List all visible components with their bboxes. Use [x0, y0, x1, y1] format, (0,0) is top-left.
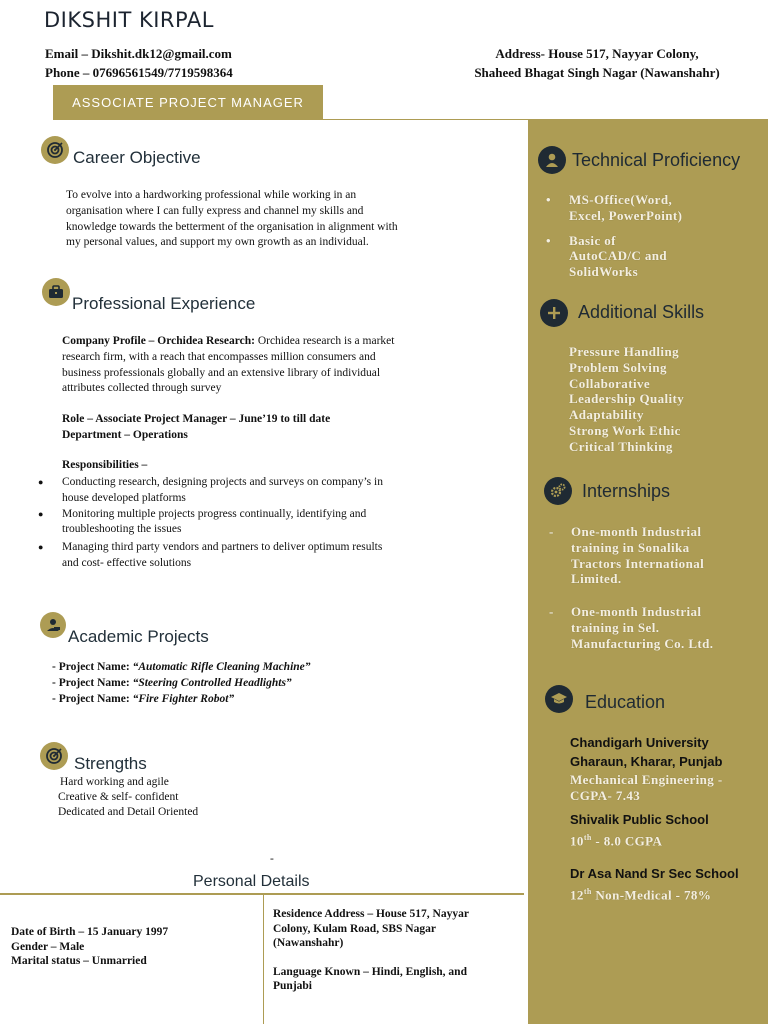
university-block [570, 733, 760, 771]
list-item: Problem Solving [569, 359, 667, 375]
target-icon [41, 136, 69, 164]
internship-line: One-month Industrial [571, 524, 702, 539]
grade-value: - 8.0 CGPA [591, 833, 663, 849]
school-2-name: Dr Asa Nand Sr Sec School [570, 866, 739, 881]
career-objective-title: Career Objective [73, 148, 201, 167]
grade-number: 12 [570, 887, 584, 903]
address-line-1: Address- House 517, Nayyar Colony, [495, 46, 699, 61]
list-item: Hard working and agile [60, 776, 169, 788]
residence-line: (Nawanshahr) [273, 937, 344, 950]
career-objective-text [66, 188, 486, 251]
school-2-grade [570, 884, 766, 903]
list-item [546, 232, 759, 280]
project-name: “Steering Controlled Headlights” [132, 676, 292, 689]
residence-line: Residence Address – House 517, Nayyar [273, 908, 469, 920]
strengths-title: Strengths [74, 754, 147, 773]
responsibility-line: troubleshooting the issues [62, 523, 182, 536]
company-line: research firm, with a reach that encompasses million consumers and [62, 350, 376, 363]
list-item: Collaborative [569, 375, 651, 391]
project-name: “Automatic Rifle Cleaning Machine” [132, 661, 311, 673]
internship-line: One-month Industrial [571, 604, 702, 620]
internships-title: Internships [582, 481, 671, 501]
internship-line: Manufacturing Co. Ltd. [571, 635, 714, 651]
list-item [38, 475, 482, 507]
responsibility-line: house developed platforms [62, 491, 186, 504]
internship-line: training in Sel. [571, 619, 660, 635]
role-line: Role – Associate Project Manager – June’19 to till date [62, 413, 331, 425]
skill-line: MS-Office(Word, [569, 192, 673, 207]
list-item: Pressure Handling [569, 344, 679, 359]
target-icon [40, 742, 68, 770]
degree-line: Mechanical Engineering - [570, 772, 723, 787]
skill-line: Basic of [569, 232, 616, 248]
company-label: Company Profile – Orchidea Research: [62, 335, 255, 347]
list-item: Dedicated and Detail Oriented [58, 805, 199, 818]
list-item [52, 676, 472, 692]
residence-line: Colony, Kulam Road, SBS Nagar [273, 922, 436, 935]
project-name: “Fire Fighter Robot” [132, 692, 235, 705]
grade-suffix: th [583, 887, 592, 896]
technical-list [546, 192, 759, 280]
grade-value: Non-Medical - 78% [591, 887, 712, 903]
address-line-2: Shaheed Bhagat Singh Nagar (Nawanshahr) [474, 65, 720, 80]
personal-details-divider [263, 895, 264, 1024]
education-title: Education [585, 692, 666, 712]
list-item [546, 192, 759, 224]
department-line: Department – Operations [62, 428, 188, 441]
career-line: organisation where I can fully express and channel my skills and [66, 204, 364, 217]
internship-line: training in Sonalika [571, 539, 690, 555]
professional-experience-title: Professional Experience [72, 294, 256, 313]
skill-line: SolidWorks [569, 264, 639, 280]
skill-line: Excel, PowerPoint) [569, 207, 683, 223]
list-item [549, 604, 763, 651]
role-details [62, 412, 482, 444]
contact-right [462, 44, 732, 82]
career-line: knowledge towards the betterment of the organisation in alignment with [66, 220, 398, 233]
internship-line: Tractors International [571, 555, 705, 571]
bullet-icon: - [549, 604, 554, 620]
grade-number: 10 [570, 833, 584, 849]
personal-details-rule [0, 893, 524, 895]
responsibilities-list [38, 475, 482, 572]
bullet-icon: ● [38, 508, 44, 519]
additional-skills-title: Additional Skills [578, 302, 705, 322]
school-1-grade [570, 830, 760, 849]
list-item: Leadership Quality [569, 391, 685, 407]
list-item [52, 692, 472, 708]
additional-skills-list [569, 344, 759, 455]
plus-icon [540, 299, 568, 327]
list-item [38, 540, 482, 572]
top-divider [53, 119, 528, 120]
list-item: Strong Work Ethic [569, 422, 681, 438]
company-line: attributes collected through survey [62, 382, 222, 395]
personal-details-right [273, 907, 523, 994]
university-name: Chandigarh University [570, 735, 709, 750]
bullet-icon: • [546, 232, 551, 248]
academic-projects-title: Academic Projects [68, 627, 209, 646]
responsibility-line: Managing third party vendors and partners to deliver optimum results [62, 541, 383, 554]
degree-block [570, 772, 766, 804]
personal-details-left [11, 925, 256, 969]
responsibility-line: Monitoring multiple projects progress continually, identifying and [62, 507, 367, 520]
list-item: Adaptability [569, 407, 644, 423]
list-item [52, 660, 472, 676]
grade-suffix: th [583, 833, 592, 842]
career-line: my personal values, and support my own growth as an individual. [66, 236, 369, 249]
phone-line: Phone – 07696561549/7719598364 [45, 65, 233, 80]
list-item: Critical Thinking [569, 438, 673, 454]
career-line: To evolve into a hardworking professional while working in an [66, 189, 357, 201]
briefcase-icon [42, 278, 70, 306]
internship-line: Limited. [571, 571, 622, 587]
project-prefix: - Project Name: [52, 692, 133, 705]
skill-line: AutoCAD/C and [569, 248, 668, 264]
personal-details-title: Personal Details [193, 873, 310, 890]
dob-line: Date of Birth – 15 January 1997 [11, 926, 169, 938]
strengths-list [60, 775, 360, 819]
role-banner: ASSOCIATE PROJECT MANAGER [53, 85, 323, 119]
school-1-name: Shivalik Public School [570, 812, 709, 827]
project-prefix: - Project Name: [52, 661, 133, 673]
company-desc-first: Orchidea research is a market [254, 335, 395, 347]
internships-list [549, 524, 763, 652]
dash-mark: - [270, 853, 274, 865]
company-line: business professionals globally and an extensive library of individual [62, 366, 381, 379]
bullet-icon: ● [38, 477, 44, 487]
marital-line: Marital status – Unmarried [11, 955, 147, 968]
bullet-icon: ● [38, 542, 44, 553]
language-line: Language Known – Hindi, English, and [273, 965, 467, 978]
list-item [38, 507, 482, 539]
person-reading-icon [40, 612, 66, 638]
candidate-name: DIKSHIT KIRPAL [44, 8, 214, 32]
company-profile [62, 334, 482, 397]
list-item [549, 524, 763, 587]
contact-left [45, 44, 233, 82]
project-prefix: - Project Name: [52, 676, 133, 689]
language-line: Punjabi [273, 980, 312, 993]
university-location: Gharaun, Kharar, Punjab [570, 754, 723, 769]
gears-icon [544, 477, 572, 505]
responsibility-line: Conducting research, designing projects and surveys on company’s in [62, 476, 383, 488]
academic-projects-list [52, 660, 472, 707]
bullet-icon: - [549, 524, 554, 539]
technical-proficiency-title: Technical Proficiency [572, 150, 741, 170]
user-icon [538, 146, 566, 174]
responsibilities-title: Responsibilities – [62, 459, 148, 471]
gender-line: Gender – Male [11, 940, 85, 953]
email-line: Email – Dikshit.dk12@gmail.com [45, 46, 232, 61]
responsibility-line: and cost- effective solutions [62, 556, 192, 569]
list-item: Creative & self- confident [58, 790, 179, 803]
degree-line: CGPA- 7.43 [570, 787, 641, 803]
graduation-cap-icon [545, 685, 573, 713]
bullet-icon: • [546, 192, 551, 207]
